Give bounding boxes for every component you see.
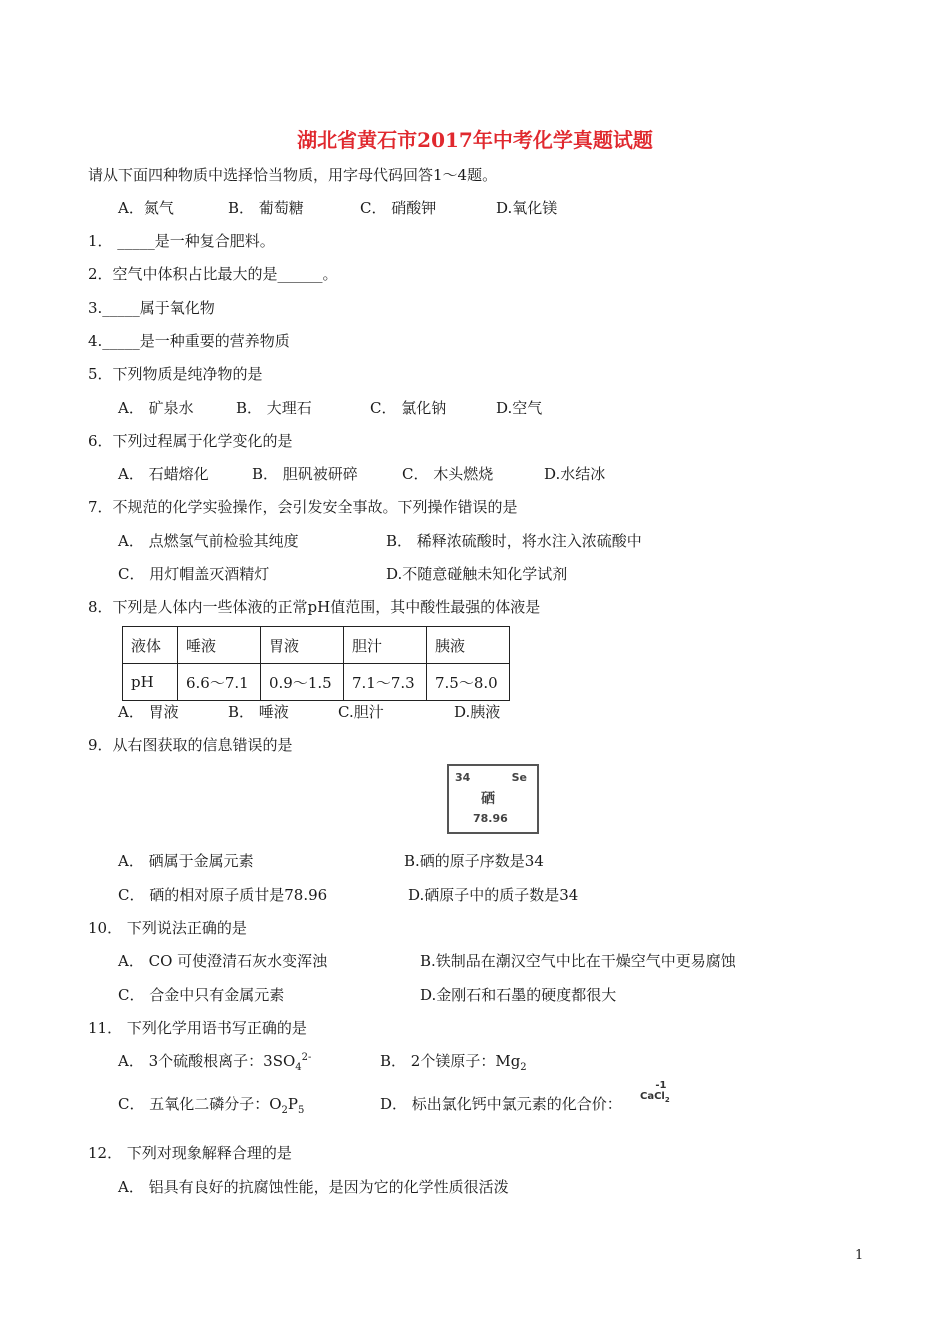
question-7-stem: 7．不规范的化学实验操作，会引发安全事故。下列操作错误的是 [88, 498, 518, 516]
question-1: 1． _____是一种复合肥料。 [88, 232, 275, 250]
question-8-stem: 8．下列是人体内一些体液的正常pH值范围，其中酸性最强的体液是 [88, 598, 541, 616]
table-cell: 胃液 [261, 627, 344, 664]
question-4: 4._____是一种重要的营养物质 [88, 332, 290, 350]
selenium-element-card [447, 764, 539, 834]
q11-option-c [118, 1093, 304, 1116]
intro-option-c: C． 硝酸钾 [360, 199, 437, 217]
q5-option-a: A． 矿泉水 [118, 399, 194, 417]
cacl2-formula-image [640, 1080, 670, 1106]
question-2: 2．空气中体积占比最大的是______。 [88, 265, 338, 283]
q6-option-a: A． 石蜡熔化 [118, 465, 209, 483]
q11-option-c-mid: P [287, 1095, 299, 1113]
valence-label: -1 [655, 1080, 667, 1091]
element-name: 硒 [481, 791, 495, 807]
table-cell: 唾液 [178, 627, 261, 664]
question-6-stem: 6．下列过程属于化学变化的是 [88, 432, 293, 450]
q8-option-a: A． 胃液 [118, 703, 179, 721]
q11-option-d [380, 1093, 622, 1114]
page-title: 湖北省黄石市2017年中考化学真题试题 [297, 128, 653, 152]
table-cell: 0.9～1.5 [261, 664, 344, 701]
question-10-stem: 10． 下列说法正确的是 [88, 919, 247, 937]
subscript: 2 [664, 1096, 670, 1104]
page-number: 1 [855, 1248, 864, 1263]
atomic-mass: 78.96 [473, 812, 508, 825]
intro-option-b: B． 葡萄糖 [228, 199, 304, 217]
q11-option-b-text: B． 2个镁原子：Mg [380, 1052, 521, 1070]
q7-option-d: D.不随意碰触未知化学试剂 [386, 565, 568, 583]
q7-option-a: A． 点燃氢气前检验其纯度 [118, 532, 299, 550]
q11-option-a [118, 1050, 311, 1073]
subscript: 5 [298, 1105, 305, 1116]
question-5-stem: 5．下列物质是纯净物的是 [88, 365, 263, 383]
subscript: 4 [295, 1062, 302, 1073]
table-cell: 液体 [123, 627, 178, 664]
table-cell: 胰液 [427, 627, 510, 664]
intro-text: 请从下面四种物质中选择恰当物质，用字母代码回答1～4题。 [88, 166, 498, 184]
table-cell: pH [123, 664, 178, 701]
q5-option-c: C． 氯化钠 [370, 399, 447, 417]
atomic-number: 34 [455, 771, 471, 784]
ph-table-row [123, 664, 510, 701]
question-3: 3._____属于氧化物 [88, 299, 215, 317]
q10-option-b: B.铁制品在潮汉空气中比在干燥空气中更易腐蚀 [420, 952, 736, 970]
q9-option-c: C． 硒的相对原子质甘是78.96 [118, 886, 328, 904]
q11-option-d-text: D． 标出氯化钙中氯元素的化合价： [380, 1095, 622, 1113]
q7-option-b: B． 稀释浓硫酸时，将水注入浓硫酸中 [386, 532, 642, 550]
q11-option-a-text: A． 3个硫酸根离子：3SO [118, 1052, 296, 1070]
q8-option-d: D.胰液 [454, 703, 501, 721]
q6-option-d: D.水结冰 [544, 465, 606, 483]
q5-option-d: D.空气 [496, 399, 543, 417]
intro-option-a: A．氮气 [118, 199, 174, 217]
formula-text: CaCl [640, 1091, 665, 1102]
question-9-stem: 9．从右图获取的信息错误的是 [88, 736, 293, 754]
q9-option-a: A． 硒属于金属元素 [118, 852, 254, 870]
subscript: 2 [281, 1105, 288, 1116]
table-cell: 6.6～7.1 [178, 664, 261, 701]
subscript: 2 [520, 1062, 527, 1073]
q9-option-d: D.硒原子中的质子数是34 [408, 886, 579, 904]
q10-option-a: A． CO 可使澄清石灰水变浑浊 [118, 952, 328, 970]
q12-option-a: A． 铝具有良好的抗腐蚀性能，是因为它的化学性质很活泼 [118, 1178, 509, 1196]
q8-option-c: C.胆汁 [338, 703, 384, 721]
superscript: 2- [301, 1052, 312, 1063]
ph-table [122, 626, 510, 701]
q11-option-b [380, 1050, 527, 1073]
table-cell: 7.5～8.0 [427, 664, 510, 701]
question-12-stem: 12． 下列对现象解释合理的是 [88, 1144, 292, 1162]
element-symbol: Se [511, 771, 527, 784]
q8-option-b: B． 唾液 [228, 703, 289, 721]
table-cell: 胆汁 [344, 627, 427, 664]
table-cell: 7.1～7.3 [344, 664, 427, 701]
q10-option-c: C． 合金中只有金属元素 [118, 986, 285, 1004]
q11-option-c-text: C． 五氧化二磷分子：O [118, 1095, 282, 1113]
q5-option-b: B． 大理石 [236, 399, 312, 417]
intro-option-d: D.氧化镁 [496, 199, 558, 217]
q9-option-b: B.硒的原子序数是34 [404, 852, 544, 870]
q7-option-c: C． 用灯帽盖灭酒精灯 [118, 565, 270, 583]
q6-option-b: B． 胆矾被研碎 [252, 465, 358, 483]
question-11-stem: 11． 下列化学用语书写正确的是 [88, 1019, 307, 1037]
q10-option-d: D.金刚石和石墨的硬度都很大 [420, 986, 617, 1004]
q6-option-c: C． 木头燃烧 [402, 465, 494, 483]
ph-table-header [123, 627, 510, 664]
